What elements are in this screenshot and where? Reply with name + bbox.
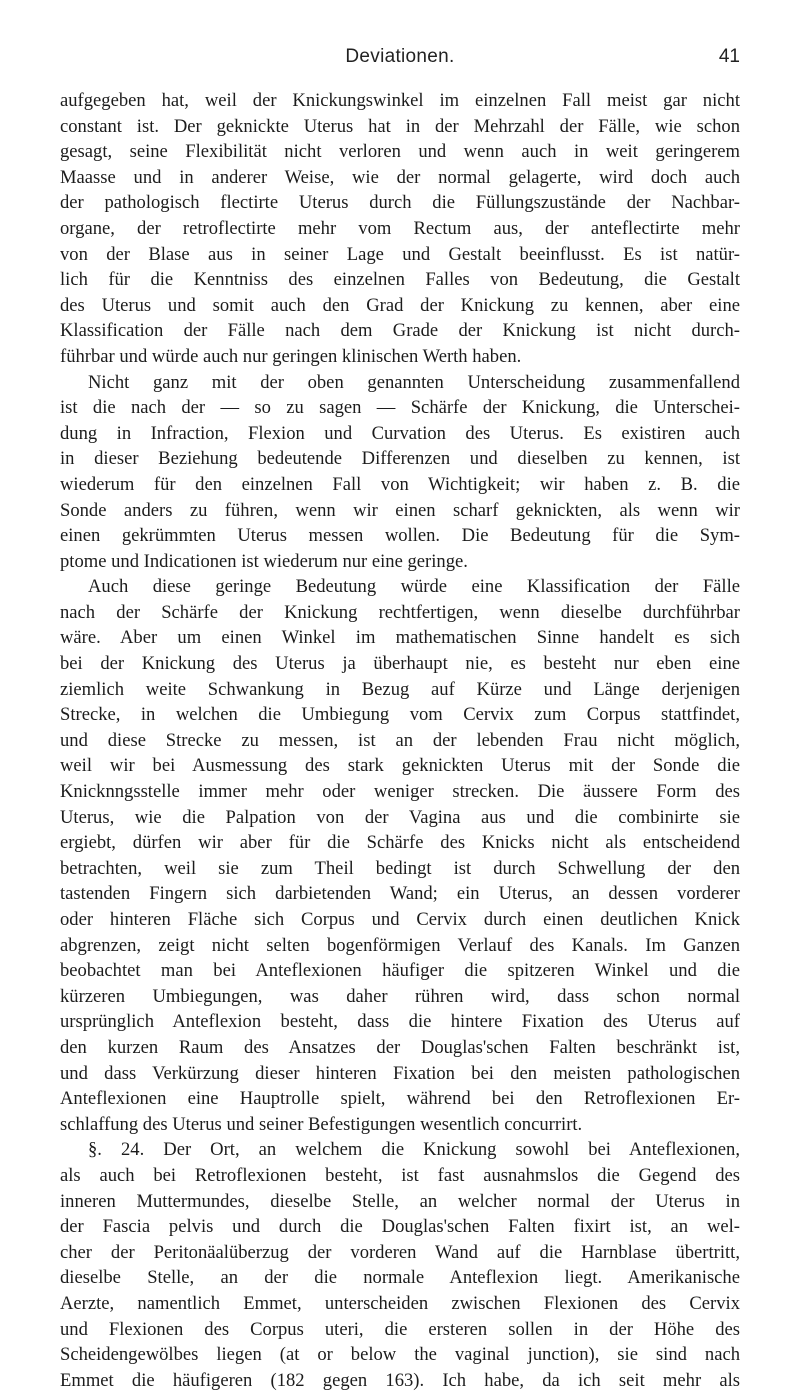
text-line: cher der Peritonäalüberzug der vorderen Wand auf die Harnblase übertritt, (60, 1241, 740, 1263)
text-line: tastenden Fingern sich darbietenden Wand; ein Uterus, an dessen vorderer (60, 883, 740, 905)
text-line: Klassification der Fälle nach dem Grade der Knickung ist nicht durch- (60, 320, 740, 342)
text-line: abgrenzen, zeigt nicht selten bogenförmigen Verlauf des Kanals. Im Ganzen (60, 934, 740, 956)
text-line: und Flexionen des Corpus uteri, die ersteren sollen in der Höhe des (60, 1318, 740, 1340)
text-line: der pathologisch flectirte Uterus durch die Füllungszustände der Nachbar- (60, 192, 740, 214)
text-line: der Fascia pelvis und durch die Douglas'schen Falten fixirt ist, an wel- (60, 1216, 740, 1238)
text-line: aufgegeben hat, weil der Knickungswinkel im einzelnen Fall meist gar nicht (60, 90, 740, 111)
text-line: einen gekrümmten Uterus messen wollen. Die Bedeutung für die Sym- (60, 525, 740, 547)
text-line: constant ist. Der geknickte Uterus hat in der Mehrzahl der Fälle, wie schon (60, 115, 740, 137)
text-line: lich für die Kenntniss des einzelnen Falles von Bedeutung, die Gestalt (60, 269, 740, 291)
text-line: dung in Infraction, Flexion und Curvation des Uterus. Es existiren auch (60, 422, 740, 444)
text-line: betrachten, weil sie zum Theil bedingt ist durch Schwellung der den (60, 857, 740, 879)
running-title: Deviationen. (345, 46, 455, 67)
text-line: Auch diese geringe Bedeutung würde eine Klassification der Fälle (88, 576, 740, 598)
text-line: wäre. Aber um einen Winkel im mathematischen Sinne handelt es sich (60, 627, 740, 649)
text-line: Aerzte, namentlich Emmet, unterscheiden zwischen Flexionen des Cervix (60, 1292, 740, 1314)
text-line: ursprünglich Anteflexion besteht, dass die hintere Fixation des Uterus auf (60, 1011, 740, 1033)
text-line: Anteflexionen eine Hauptrolle spielt, während bei den Retroflexionen Er- (60, 1088, 740, 1110)
text-line: Strecke, in welchen die Umbiegung vom Cervix zum Corpus stattfindet, (60, 704, 740, 726)
text-line: ptome und Indicationen ist wiederum nur eine geringe. (60, 550, 468, 572)
text-line: nach der Schärfe der Knickung rechtfertigen, wenn dieselbe durchführbar (60, 601, 740, 623)
text-line: führbar und würde auch nur geringen klinischen Werth haben. (60, 345, 522, 367)
text-line: kürzeren Umbiegungen, was daher rühren wird, dass schon normal (60, 985, 740, 1007)
body-text (60, 88, 740, 1393)
text-line: wiederum für den einzelnen Fall von Wichtigkeit; wir haben z. B. die (60, 473, 740, 495)
text-line: Knicknngsstelle immer mehr oder weniger strecken. Die äussere Form des (60, 781, 740, 803)
text-line: in dieser Beziehung bedeutende Differenzen und dieselben zu kennen, ist (60, 448, 740, 470)
text-line: ziemlich weite Schwankung in Bezug auf Kürze und Länge derjenigen (60, 678, 740, 700)
text-line: dieselbe Stelle, an der die normale Anteflexion liegt. Amerikanische (60, 1267, 740, 1289)
page-number: 41 (718, 46, 740, 67)
text-line: Maasse und in anderer Weise, wie der normal gelagerte, wird doch auch (60, 166, 740, 188)
text-line: und dass Verkürzung dieser hinteren Fixation bei den meisten pathologischen (60, 1062, 740, 1084)
text-line: Emmet die häufigeren (182 gegen 163). Ich habe, da ich seit mehr als (60, 1369, 740, 1391)
text-line: als auch bei Retroflexionen besteht, ist fast ausnahmslos die Gegend des (60, 1164, 740, 1186)
text-line: weil wir bei Ausmessung des stark geknickten Uterus mit der Sonde die (60, 755, 740, 777)
text-line: oder hinteren Fläche sich Corpus und Cervix durch einen deutlichen Knick (60, 909, 740, 930)
text-line: ergiebt, dürfen wir aber für die Schärfe des Knicks nicht als entscheidend (60, 832, 740, 854)
text-line: von der Blase aus in seiner Lage und Gestalt beeinflusst. Es ist natür- (60, 243, 740, 265)
text-line: organe, der retroflectirte mehr vom Rectum aus, der anteflectirte mehr (60, 217, 740, 239)
text-line: den kurzen Raum des Ansatzes der Douglas'schen Falten beschränkt ist, (60, 1036, 740, 1058)
text-line: Uterus, wie die Palpation von der Vagina aus und die combinirte sie (60, 806, 740, 828)
text-line: des Uterus und somit auch den Grad der Knickung zu kennen, aber eine (60, 294, 740, 316)
running-head (60, 46, 740, 76)
text-line: und diese Strecke zu messen, ist an der lebenden Frau nicht möglich, (60, 729, 740, 751)
text-line: bei der Knickung des Uterus ja überhaupt nie, es besteht nur eben eine (60, 653, 740, 675)
text-line: inneren Muttermundes, dieselbe Stelle, an welcher normal der Uterus in (60, 1190, 740, 1212)
text-line: beobachtet man bei Anteflexionen häufiger die spitzeren Winkel und die (60, 960, 740, 982)
text-line: Scheidengewölbes liegen (at or below the vaginal junction), sie sind nach (60, 1344, 740, 1366)
text-line: ist die nach der — so zu sagen — Schärfe der Knickung, die Unterschei- (60, 397, 740, 419)
text-line: §. 24. Der Ort, an welchem die Knickung sowohl bei Anteflexionen, (88, 1139, 740, 1161)
text-line: gesagt, seine Flexibilität nicht verloren und wenn auch in weit geringerem (60, 141, 740, 163)
text-line: schlaffung des Uterus und seiner Befestigungen wesentlich concurrirt. (60, 1113, 583, 1135)
text-line: Sonde anders zu führen, wenn wir einen scharf geknickten, als wenn wir (60, 499, 740, 521)
text-line: Nicht ganz mit der oben genannten Unterscheidung zusammenfallend (88, 371, 740, 393)
